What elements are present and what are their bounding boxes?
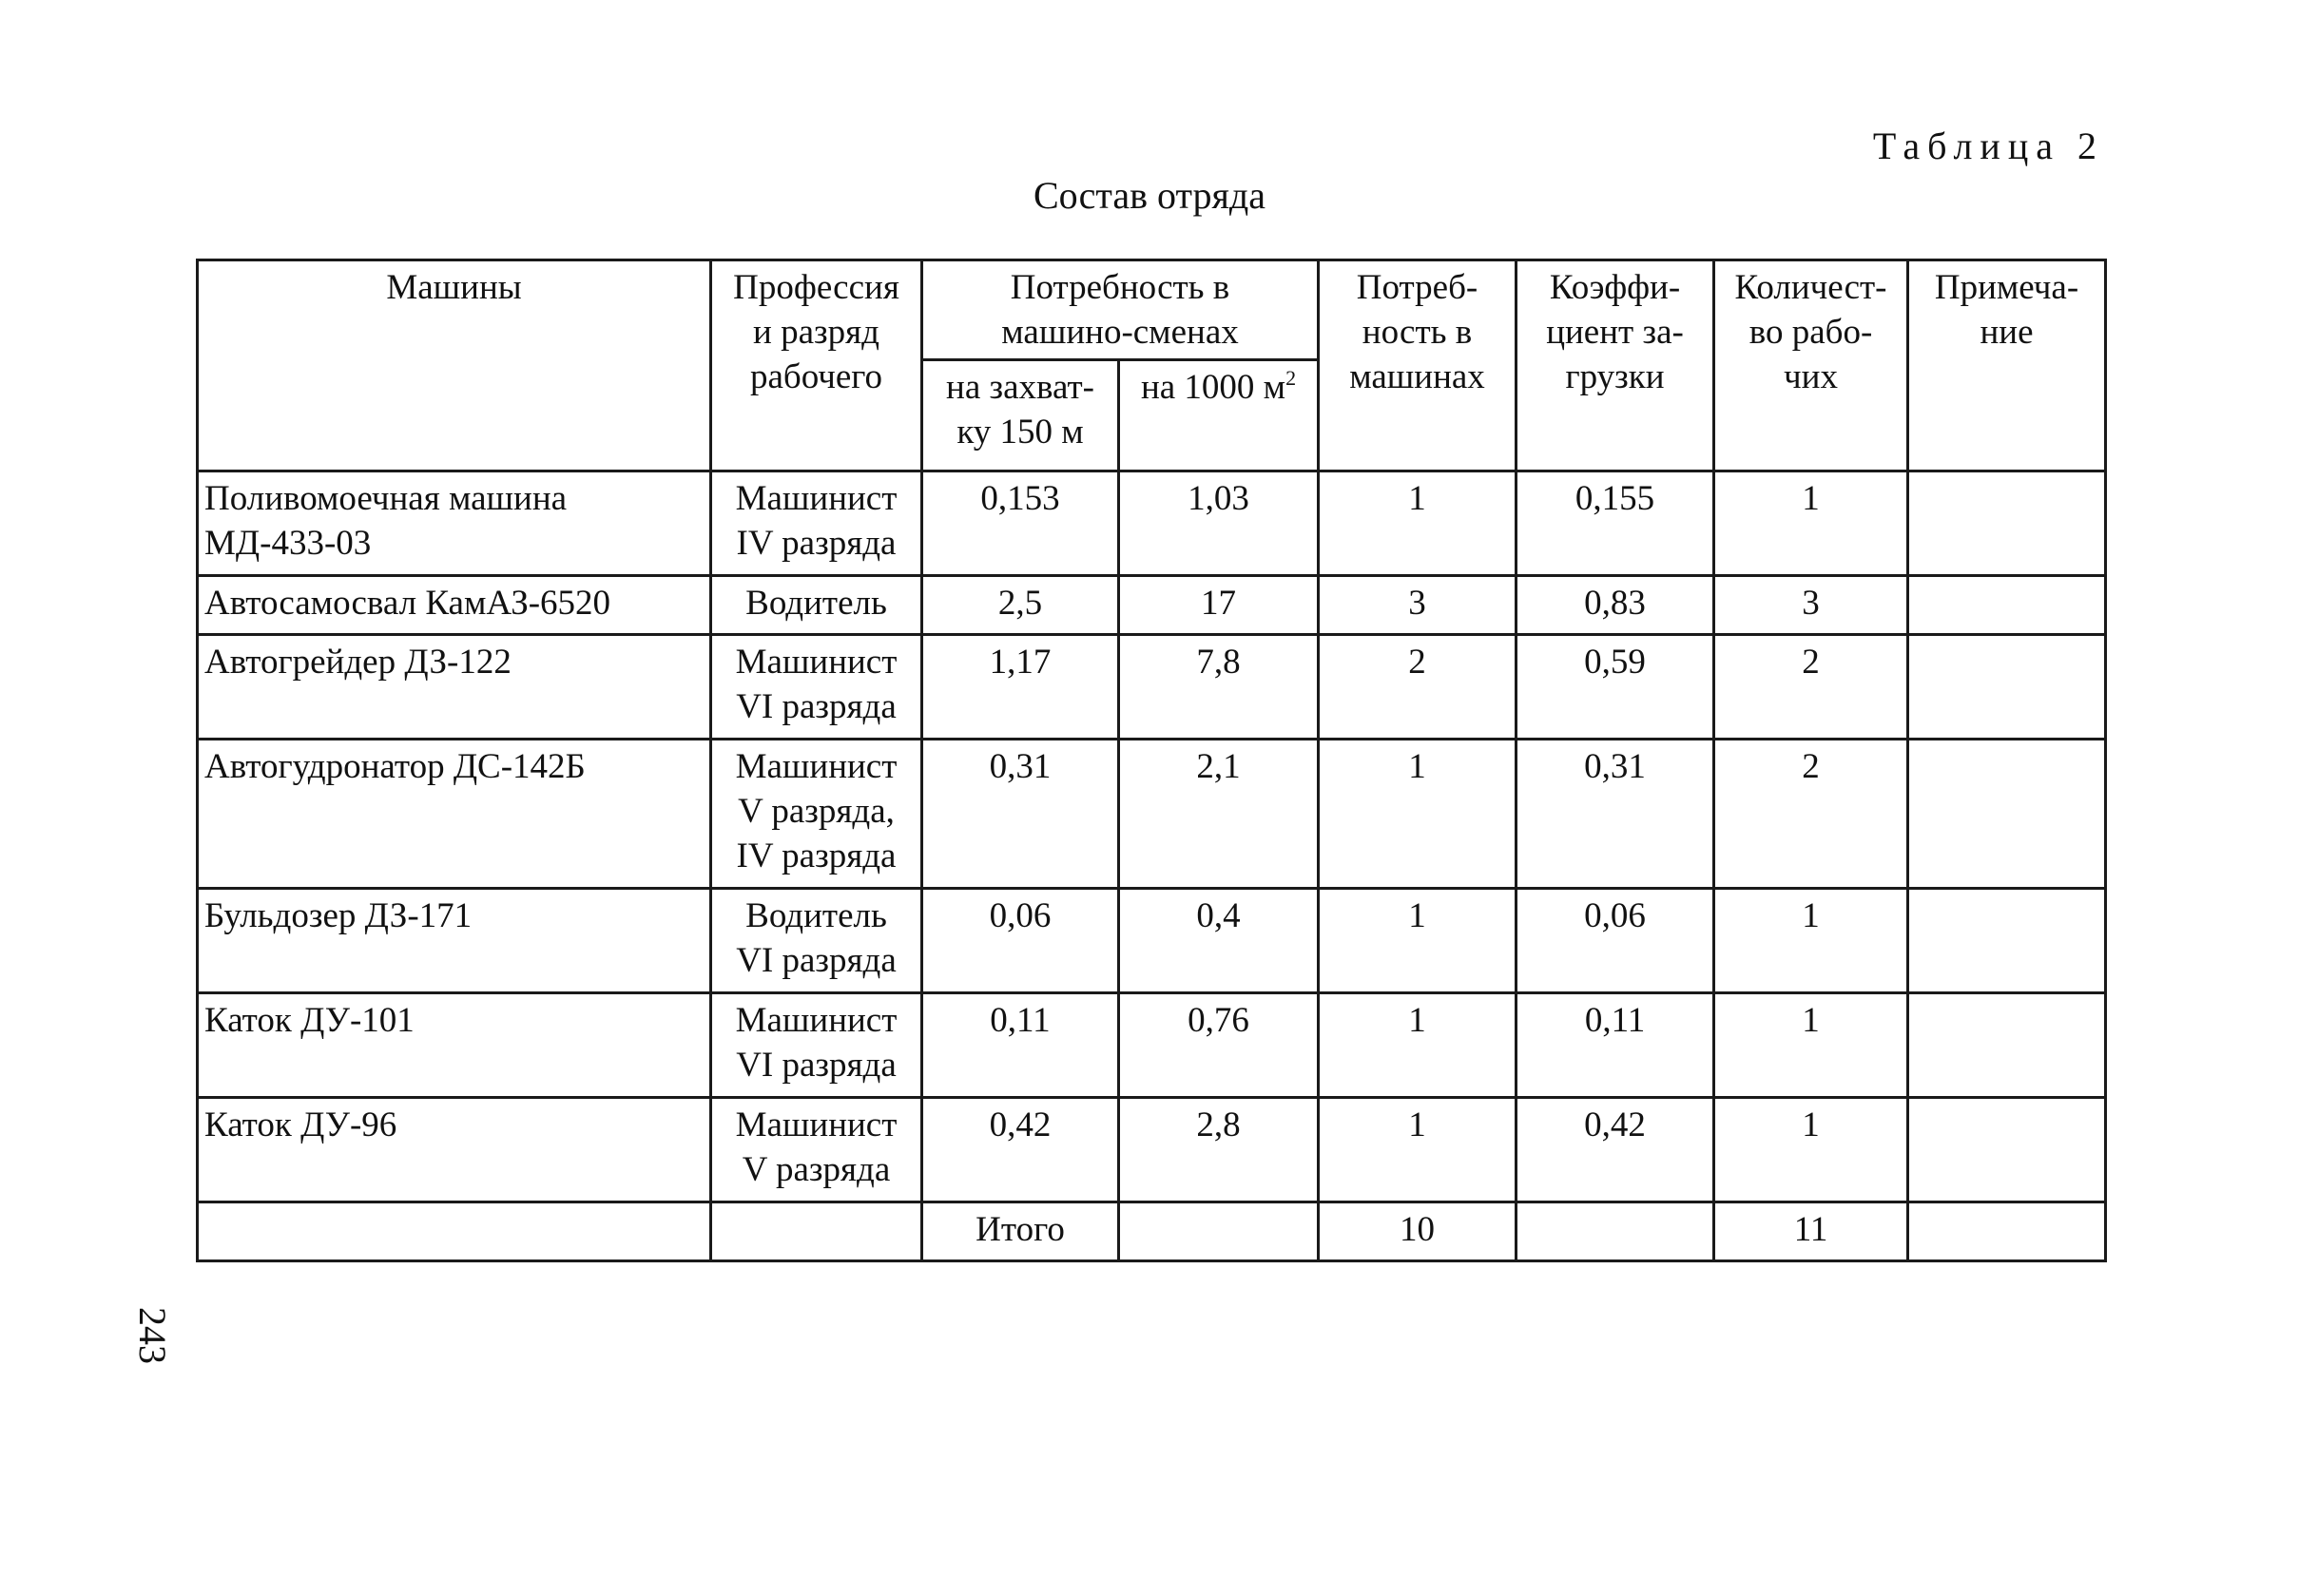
cell-empty: [1119, 1202, 1319, 1261]
cell-machine: Поливомоечная машина МД-433-03: [198, 471, 711, 576]
cell-coef: 0,59: [1517, 635, 1714, 740]
cell-machines: 1: [1319, 471, 1517, 576]
cell-coef: 0,83: [1517, 576, 1714, 635]
cell-machines: 1: [1319, 889, 1517, 993]
cell-workers: 2: [1714, 740, 1908, 889]
header-need-machines: Потреб- ность в машинах: [1319, 260, 1517, 471]
header-machines: Машины: [198, 260, 711, 471]
table-title: Состав отряда: [1034, 174, 1265, 217]
cell-per-1000: 1,03: [1119, 471, 1319, 576]
cell-machine: Каток ДУ-96: [198, 1098, 711, 1202]
cell-workers: 3: [1714, 576, 1908, 635]
header-need-per-grip: на захват- ку 150 м: [922, 360, 1119, 471]
cell-coef: 0,155: [1517, 471, 1714, 576]
cell-workers: 1: [1714, 993, 1908, 1098]
total-row: [198, 1202, 2106, 1261]
cell-per-1000: 2,8: [1119, 1098, 1319, 1202]
cell-coef: 0,42: [1517, 1098, 1714, 1202]
cell-machine: Бульдозер ДЗ-171: [198, 889, 711, 993]
cell-empty: [711, 1202, 922, 1261]
cell-note: [1908, 740, 2106, 889]
cell-empty: [1517, 1202, 1714, 1261]
table-row: [198, 576, 2106, 635]
page-number: 243: [131, 1307, 174, 1364]
cell-per-grip: 1,17: [922, 635, 1119, 740]
cell-per-1000: 17: [1119, 576, 1319, 635]
cell-machine: Каток ДУ-101: [198, 993, 711, 1098]
cell-note: [1908, 889, 2106, 993]
cell-per-grip: 0,06: [922, 889, 1119, 993]
cell-per-grip: 2,5: [922, 576, 1119, 635]
cell-coef: 0,11: [1517, 993, 1714, 1098]
cell-machines: 1: [1319, 740, 1517, 889]
cell-per-grip: 0,11: [922, 993, 1119, 1098]
cell-machine: Автогудронатор ДС-142Б: [198, 740, 711, 889]
cell-coef: 0,31: [1517, 740, 1714, 889]
header-workers: Количест- во рабо- чих: [1714, 260, 1908, 471]
cell-workers: 1: [1714, 471, 1908, 576]
cell-profession: Машинист V разряда: [711, 1098, 922, 1202]
cell-workers: 1: [1714, 889, 1908, 993]
squad-composition-table: [196, 259, 2107, 1262]
header-load-coef: Коэффи- циент за- грузки: [1517, 260, 1714, 471]
table-label: Таблица 2: [1872, 125, 2104, 167]
cell-coef: 0,06: [1517, 889, 1714, 993]
cell-machines: 1: [1319, 1098, 1517, 1202]
table-row: [198, 635, 2106, 740]
cell-machines: 3: [1319, 576, 1517, 635]
cell-per-1000: 2,1: [1119, 740, 1319, 889]
cell-profession: Машинист V разряда, IV разряда: [711, 740, 922, 889]
cell-per-1000: 7,8: [1119, 635, 1319, 740]
cell-workers: 1: [1714, 1098, 1908, 1202]
cell-per-grip: 0,31: [922, 740, 1119, 889]
cell-note: [1908, 471, 2106, 576]
cell-profession: Машинист VI разряда: [711, 993, 922, 1098]
header-need-per-1000: на 1000 $м^2$: [1119, 360, 1319, 471]
table-row: [198, 471, 2106, 576]
cell-per-grip: 0,153: [922, 471, 1119, 576]
header-profession: Профессия и разряд рабочего: [711, 260, 922, 471]
table-row: [198, 1098, 2106, 1202]
total-workers: 11: [1714, 1202, 1908, 1261]
header-note: Примеча- ние: [1908, 260, 2106, 471]
superscript-two: 2: [1285, 366, 1297, 390]
cell-empty: [198, 1202, 711, 1261]
cell-profession: Машинист IV разряда: [711, 471, 922, 576]
cell-profession: Машинист VI разряда: [711, 635, 922, 740]
table-row: [198, 740, 2106, 889]
cell-per-1000: 0,76: [1119, 993, 1319, 1098]
cell-note: [1908, 993, 2106, 1098]
table-row: [198, 889, 2106, 993]
total-machines: 10: [1319, 1202, 1517, 1261]
cell-per-grip: 0,42: [922, 1098, 1119, 1202]
table-row: [198, 993, 2106, 1098]
cell-workers: 2: [1714, 635, 1908, 740]
cell-note: [1908, 1098, 2106, 1202]
cell-machine: Автогрейдер ДЗ-122: [198, 635, 711, 740]
cell-profession: Водитель VI разряда: [711, 889, 922, 993]
cell-note: [1908, 635, 2106, 740]
cell-per-1000: 0,4: [1119, 889, 1319, 993]
cell-machines: 2: [1319, 635, 1517, 740]
header-need-shifts: Потребность в машино-сменах: [922, 260, 1319, 360]
cell-empty: [1908, 1202, 2106, 1261]
cell-machines: 1: [1319, 993, 1517, 1098]
header-row: [198, 260, 2106, 360]
cell-profession: Водитель: [711, 576, 922, 635]
total-label: Итого: [922, 1202, 1119, 1261]
cell-note: [1908, 576, 2106, 635]
cell-machine: Автосамосвал КамАЗ-6520: [198, 576, 711, 635]
